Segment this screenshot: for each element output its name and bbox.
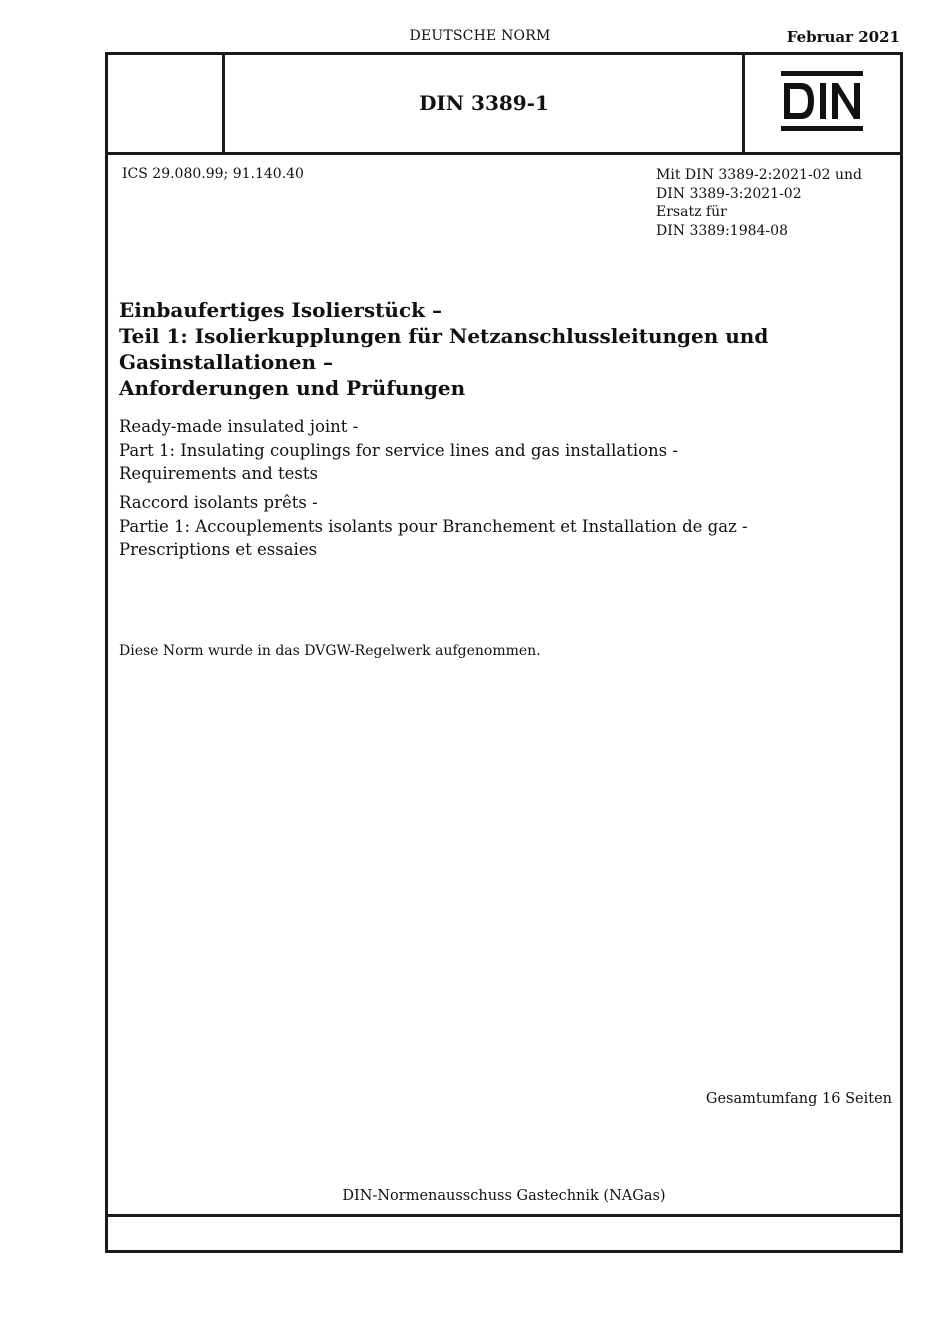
norm-type-label: DEUTSCHE NORM xyxy=(409,28,551,44)
french-title xyxy=(119,491,879,562)
ics-code: ICS 29.080.99; 91.140.40 xyxy=(122,166,304,182)
document-number: DIN 3389-1 xyxy=(419,91,549,115)
german-title xyxy=(119,297,879,401)
german-title-line: Einbaufertiges Isolierstück – xyxy=(119,298,442,322)
german-title-line: Gasinstallationen – xyxy=(119,350,333,374)
german-title-line: Teil 1: Isolierkupplungen für Netzanschlussleitungen und xyxy=(119,324,769,348)
footer-rule xyxy=(108,1214,900,1217)
document-frame xyxy=(105,52,903,1253)
replacement-line: Mit DIN 3389-2:2021-02 und xyxy=(656,167,862,183)
header-bottom-rule xyxy=(108,152,900,155)
french-title-line: Raccord isolants prêts - xyxy=(119,493,318,512)
english-title xyxy=(119,415,879,486)
german-title-line: Anforderungen und Prüfungen xyxy=(119,376,466,400)
din-logo xyxy=(781,71,863,131)
replacement-info xyxy=(656,166,886,240)
english-title-line: Ready-made insulated joint - xyxy=(119,417,359,436)
publication-date: Februar 2021 xyxy=(786,28,900,46)
replacement-line: DIN 3389-3:2021-02 xyxy=(656,185,802,202)
replacement-line: Ersatz für xyxy=(656,204,727,220)
french-title-line: Partie 1: Accouplements isolants pour Branchement et Installation de gaz - xyxy=(119,516,748,536)
standards-committee: DIN-Normenausschuss Gastechnik (NAGas) xyxy=(342,1188,666,1204)
total-pages: Gesamtumfang 16 Seiten xyxy=(705,1091,892,1107)
english-title-line: Requirements and tests xyxy=(119,464,318,483)
french-title-line: Prescriptions et essaies xyxy=(119,540,318,559)
replacement-line: DIN 3389:1984-08 xyxy=(656,222,788,239)
dvgw-note: Diese Norm wurde in das DVGW-Regelwerk aufgenommen. xyxy=(119,643,541,659)
english-title-line: Part 1: Insulating couplings for service lines and gas installations - xyxy=(119,440,678,460)
